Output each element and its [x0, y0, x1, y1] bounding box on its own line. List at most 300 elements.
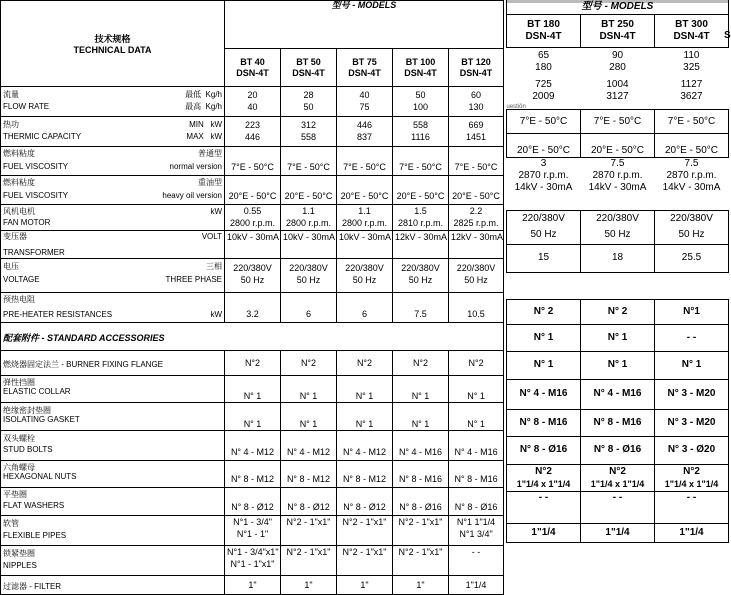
r-pipes-val2: 1"1/4 x 1"1/4	[590, 478, 645, 489]
r-pipes-val: N°2	[609, 465, 626, 477]
row-preheater	[1, 293, 504, 323]
filter-val: 1"1/4	[465, 580, 487, 590]
models-title	[225, 1, 504, 49]
nuts-en: HEXAGONAL NUTS	[3, 472, 77, 481]
fuel2-val: 20°E - 50°C	[284, 191, 333, 201]
flow-max: 100	[412, 102, 429, 112]
pipes-val: N°2 - 1"x1"	[398, 517, 443, 527]
studs-val: N° 4 - M12	[286, 447, 331, 457]
flange-cell	[337, 351, 393, 376]
fan-rpm: 2810 r.p.m.	[397, 218, 444, 228]
nipples-cell	[225, 546, 281, 576]
fan-unit: kW	[210, 207, 222, 216]
tech-en: TECHNICAL DATA	[73, 45, 152, 55]
washers-val: N° 8 - Ø16	[399, 502, 442, 512]
fuel2-en: FUEL VISCOSITY	[3, 191, 69, 200]
r-accessories-gap	[507, 272, 729, 299]
r-flow-cell	[507, 47, 581, 77]
r-pipes-cell	[507, 464, 581, 491]
r-fan-kw: 7.5	[684, 158, 699, 169]
fuel2-cell	[449, 176, 504, 205]
r-nipples-val: - -	[612, 491, 623, 503]
row-fuel-viscosity-normal	[1, 147, 504, 176]
fan-kw: 1.1	[302, 206, 315, 216]
right-model-col-1	[507, 14, 581, 47]
r-filter-cell	[581, 523, 655, 542]
transformer-cn: 变压器	[3, 232, 27, 241]
studs-cell	[337, 431, 393, 461]
r-voltage-cell	[581, 210, 655, 244]
nipples-label	[1, 546, 225, 576]
r-nuts-cell	[581, 409, 655, 436]
voltage-cell	[337, 259, 393, 293]
washers-label	[1, 488, 225, 516]
thermic-cell	[281, 117, 337, 147]
model-name: BT 40	[240, 56, 265, 67]
flow-min: 50	[415, 90, 426, 100]
right-row-filter	[507, 523, 729, 542]
preheater-cn: 预热电阻	[3, 295, 35, 304]
model-sub: DSN-4T	[673, 30, 710, 42]
fuel2-val: 20°E - 50°C	[228, 191, 277, 201]
models-sep: -	[349, 0, 358, 10]
pipes-cell	[449, 516, 504, 546]
voltage-label	[1, 259, 225, 293]
right-models-cn: 型号	[581, 0, 602, 12]
studs-label	[1, 431, 225, 461]
flange-val: N°2	[412, 358, 429, 368]
thermic-unit: kW	[210, 132, 222, 141]
flow-cell	[449, 87, 504, 117]
voltage-hz: 50 Hz	[352, 275, 377, 285]
model-col-1	[225, 49, 281, 87]
fuel2-val: 20°E - 50°C	[452, 191, 500, 201]
filter-cell	[337, 576, 393, 595]
preheater-val: 7.5	[414, 309, 427, 319]
tech-cn: 技术规格	[94, 34, 131, 44]
studs-val: N° 4 - M12	[230, 447, 275, 457]
r-thermic-max: 2009	[532, 91, 555, 102]
thermic-cell	[393, 117, 449, 147]
r-pipes-val: N°2	[535, 465, 552, 477]
flange-cell	[225, 351, 281, 376]
fuel1-type-cn: 普通型	[198, 149, 222, 158]
fuel1-type-en: normal version	[169, 162, 222, 171]
gasket-cell	[281, 403, 337, 431]
model-col-4	[393, 49, 449, 87]
r-fan-cell	[507, 158, 581, 183]
r-gasket-cell	[507, 351, 581, 379]
thermic-max: 446	[244, 132, 261, 142]
r-gasket-val: N° 1	[607, 359, 628, 370]
voltage-cn: 电压	[3, 262, 19, 271]
r-transformer-val: 14kV - 30mA	[514, 182, 573, 193]
model-sub: DSN-4T	[292, 67, 325, 78]
flange-val: N°2	[300, 358, 317, 368]
thermic-min: 669	[468, 120, 484, 130]
preheater-val: 6	[361, 309, 367, 319]
fan-cell	[225, 205, 281, 231]
washers-cell	[281, 488, 337, 516]
flow-min: 28	[303, 90, 314, 100]
voltage-hz: 50 Hz	[240, 275, 265, 285]
fuel1-cell	[449, 147, 504, 176]
fuel1-cell	[225, 147, 281, 176]
voltage-phase-en: THREE PHASE	[165, 275, 222, 284]
r-voltage-v: 220/380V	[670, 213, 713, 224]
model-sub: DSN-4T	[236, 67, 269, 78]
r-pipes-cell	[655, 464, 729, 491]
filter-val: 1"	[416, 580, 425, 590]
pipes-val: N°2 - 1"x1"	[286, 517, 331, 527]
r-nipples-val: - -	[538, 491, 549, 503]
gasket-cell	[337, 403, 393, 431]
nuts-label	[1, 461, 225, 488]
nuts-val: N° 8 - M12	[230, 474, 275, 484]
gasket-val: N° 1	[411, 419, 430, 429]
thermic-max: 837	[356, 132, 373, 142]
r-fuel2-val: 20°E - 50°C	[590, 145, 645, 156]
r-pipes-val2: 1"1/4 x 1"1/4	[516, 478, 571, 489]
collar-val: N° 1	[243, 391, 262, 401]
fan-cell	[337, 205, 393, 231]
r-nuts-cell	[507, 409, 581, 436]
pipes-cell	[393, 516, 449, 546]
model-name: BT 120	[461, 56, 491, 67]
fuel2-val: 20°E - 50°C	[340, 191, 389, 201]
fan-cell	[281, 205, 337, 231]
washers-cell	[225, 488, 281, 516]
voltage-v: 220/380V	[401, 263, 440, 273]
r-washers-cell	[655, 436, 729, 464]
preheater-cell	[337, 293, 393, 323]
pipes-val2: N°1 3/4"	[459, 529, 493, 539]
thermic-min: 312	[300, 120, 317, 130]
r-preheater-val: 15	[537, 252, 550, 263]
fuel2-label	[1, 176, 225, 205]
fan-cell	[393, 205, 449, 231]
r-gasket-cell	[581, 351, 655, 379]
preheater-cell	[393, 293, 449, 323]
fuel1-cell	[281, 147, 337, 176]
flow-unit: Kg/h	[205, 102, 222, 111]
model-name: BT 250	[601, 18, 634, 30]
r-fuel2-val: 20°E - 50°C	[516, 145, 571, 156]
r-flow-cell	[581, 47, 655, 77]
row-fan-motor	[1, 205, 504, 231]
r-washers-cell	[507, 436, 581, 464]
model-col-2	[281, 49, 337, 87]
right-models-sep: -	[601, 0, 611, 12]
right-row-preheater	[507, 244, 729, 272]
r-nuts-val: N° 8 - M16	[519, 416, 568, 428]
r-studs-cell	[655, 379, 729, 409]
row-stud-bolts	[1, 431, 504, 461]
r-flow-max: 280	[609, 62, 626, 74]
flow-cell	[225, 87, 281, 117]
filter-val: 1"	[360, 580, 369, 590]
voltage-hz: 50 Hz	[464, 275, 488, 285]
nuts-cell	[337, 461, 393, 488]
r-voltage-cell	[655, 210, 729, 244]
r-fuel1-val: 7°E - 50°C	[519, 115, 568, 127]
voltage-v: 220/380V	[345, 263, 384, 273]
nipples-val: N°1 - 3/4"x1"	[227, 547, 279, 557]
right-row-pipes	[507, 464, 729, 491]
flange-label	[1, 351, 225, 376]
gasket-cell	[449, 403, 504, 431]
right-row-nipples	[507, 491, 729, 523]
fuel2-cell	[393, 176, 449, 205]
thermic-en: THERMIC CAPACITY	[3, 132, 82, 141]
model-col-3	[337, 49, 393, 87]
flow-label	[1, 87, 225, 117]
row-voltage	[1, 259, 504, 293]
model-sub: DSN-4T	[525, 30, 562, 42]
row-transformer	[1, 231, 504, 259]
thermic-cell	[449, 117, 504, 147]
thermic-max: 558	[300, 132, 317, 142]
r-nipples-cell	[655, 491, 729, 523]
r-nuts-val: N° 3 - M20	[667, 416, 716, 428]
filter-label	[1, 576, 225, 595]
pipes-en: FLEXIBLE PIPES	[3, 531, 67, 540]
nipples-val: N°2 - 1"x1"	[342, 547, 387, 557]
fan-rpm: 2800 r.p.m.	[285, 218, 332, 228]
r-washers-val: N° 8 - Ø16	[519, 444, 568, 455]
washers-en: FLAT WASHERS	[3, 501, 65, 510]
collar-val: N° 1	[411, 391, 430, 401]
right-models-en: MODELS	[610, 0, 654, 12]
fan-cell	[449, 205, 504, 231]
transformer-cell	[225, 231, 281, 259]
r-collar-cell	[507, 324, 581, 351]
flange-cell	[281, 351, 337, 376]
fuel1-en: FUEL VISCOSITY	[3, 162, 69, 171]
r-studs-val: N° 4 - M16	[519, 388, 568, 399]
voltage-v: 220/380V	[233, 263, 272, 273]
accessories-sep: -	[39, 332, 48, 343]
fuel2-cn: 燃料粘度	[3, 178, 35, 187]
row-nipples	[1, 546, 504, 576]
flow-cell	[393, 87, 449, 117]
fuel2-cell	[281, 176, 337, 205]
thermic-min: 446	[356, 120, 373, 130]
r-fuel1-cell	[507, 110, 581, 134]
model-sub: DSN-4T	[404, 67, 437, 78]
pipes-val: N°2 - 1"x1"	[342, 517, 387, 527]
r-flow-max: 325	[683, 62, 700, 74]
gasket-cn: 绝缘密封垫圈	[3, 406, 51, 415]
gasket-cell	[225, 403, 281, 431]
right-row-thermic	[507, 77, 729, 105]
voltage-v: 220/380V	[456, 263, 496, 273]
r-washers-val: N° 3 - Ø20	[667, 444, 716, 455]
transformer-cell	[393, 231, 449, 259]
r-filter-val: 1"1/4	[605, 526, 630, 538]
fan-kw: 0.55	[243, 206, 262, 216]
r-voltage-hz: 50 Hz	[604, 229, 631, 240]
r-flange-val: N°1	[683, 305, 700, 317]
fan-label	[1, 205, 225, 231]
transformer-val: 12kV - 30mA	[395, 232, 448, 242]
r-fuel1-cell	[581, 110, 655, 134]
right-model-col-3	[655, 14, 729, 47]
nipples-val: N°2 - 1"x1"	[286, 547, 331, 557]
preheater-val: 10.5	[467, 309, 485, 319]
voltage-cell	[449, 259, 504, 293]
r-fuel1-cell	[655, 110, 729, 134]
model-name: BT 300	[675, 18, 708, 30]
collar-cell	[225, 376, 281, 403]
filter-cell	[225, 576, 281, 595]
r-flange-cell	[507, 299, 581, 324]
model-sub: DSN-4T	[459, 67, 493, 78]
model-name: BT 50	[296, 56, 321, 67]
fuel1-val: 7°E - 50°C	[287, 162, 330, 172]
r-collar-val: N° 1	[533, 331, 554, 343]
right-models-title	[507, 0, 729, 14]
right-row-transformer	[507, 182, 729, 210]
nuts-cell	[281, 461, 337, 488]
studs-val: N° 4 - M12	[342, 447, 387, 457]
fuel1-val: 7°E - 50°C	[231, 162, 274, 172]
nipples-en: NIPPLES	[3, 561, 37, 570]
washers-val: N° 8 - Ø12	[343, 502, 386, 512]
r-studs-val: N° 3 - M20	[667, 388, 716, 399]
r-filter-cell	[655, 523, 729, 542]
r-fan-kw: 3	[540, 158, 547, 169]
fuel1-cell	[393, 147, 449, 176]
right-edge-letter: S	[724, 30, 731, 41]
voltage-cell	[225, 259, 281, 293]
studs-val: N° 4 - M16	[398, 447, 443, 457]
r-voltage-hz: 50 Hz	[678, 229, 705, 240]
nipples-cell	[281, 546, 337, 576]
fuel2-cell	[225, 176, 281, 205]
r-voltage-cell	[507, 210, 581, 244]
r-studs-cell	[581, 379, 655, 409]
pipes-val: N°1 - 3/4"	[233, 517, 272, 527]
model-sub: DSN-4T	[599, 30, 636, 42]
r-thermic-min: 1004	[606, 79, 629, 90]
accessories-cn: 配套附件	[3, 332, 40, 343]
fan-kw: 1.5	[414, 206, 427, 216]
r-flow-max: 180	[535, 62, 552, 74]
nuts-val: N° 8 - M12	[342, 474, 387, 484]
nuts-cn: 六角螺母	[3, 463, 35, 472]
fan-cn: 风机电机	[3, 207, 35, 216]
flow-max: 75	[359, 102, 370, 112]
preheater-en: PRE-HEATER RESISTANCES	[3, 310, 113, 319]
nuts-cell	[393, 461, 449, 488]
preheater-cell	[449, 293, 504, 323]
thermic-max-lbl: MAX	[186, 132, 204, 141]
r-fan-cell	[581, 158, 655, 183]
nipples-val: N°2 - 1"x1"	[398, 547, 443, 557]
r-nuts-val: N° 8 - M16	[593, 416, 642, 428]
r-fuel2-cell	[581, 134, 655, 158]
model-name: BT 100	[405, 56, 436, 67]
nuts-val: N° 8 - M16	[454, 474, 498, 484]
r-transformer-cell	[655, 182, 729, 210]
flange-cell	[393, 351, 449, 376]
collar-val: N° 1	[355, 391, 374, 401]
studs-cell	[225, 431, 281, 461]
fan-rpm: 2825 r.p.m.	[453, 218, 499, 228]
r-studs-cell	[507, 379, 581, 409]
thermic-label	[1, 117, 225, 147]
r-pipes-cell	[581, 464, 655, 491]
fan-en: FAN MOTOR	[3, 218, 51, 227]
right-row-nuts	[507, 409, 729, 436]
flow-max-cn: 最高	[185, 102, 202, 111]
voltage-v: 220/380V	[289, 263, 328, 273]
r-fan-rpm: 2870 r.p.m.	[666, 170, 717, 181]
nipples-val2: N°1 - 1"x1"	[230, 559, 275, 569]
models-en: MODELS	[357, 0, 397, 10]
r-transformer-cell	[507, 182, 581, 210]
washers-cell	[337, 488, 393, 516]
r-voltage-v: 220/380V	[596, 213, 639, 224]
r-washers-cell	[581, 436, 655, 464]
model-col-5	[449, 49, 504, 87]
collar-en: ELASTIC COLLAR	[3, 387, 71, 396]
r-gasket-val: N° 1	[533, 359, 554, 370]
nipples-cell	[449, 546, 504, 576]
transformer-val: 12kV - 30mA	[451, 232, 504, 242]
transformer-cell	[337, 231, 393, 259]
r-preheater-val: 18	[611, 252, 624, 263]
r-washers-val: N° 8 - Ø16	[593, 444, 642, 455]
r-fan-cell	[655, 158, 729, 183]
right-row-collar	[507, 324, 729, 351]
r-transformer-cell	[581, 182, 655, 210]
flow-min: 20	[247, 90, 258, 100]
voltage-cell	[281, 259, 337, 293]
gasket-en: ISOLATING GASKET	[3, 415, 80, 424]
collar-cell	[449, 376, 504, 403]
fan-rpm: 2800 r.p.m.	[229, 218, 276, 228]
r-fan-kw: 7.5	[610, 158, 625, 169]
fuel1-cell	[337, 147, 393, 176]
r-thermic-max: 3627	[680, 91, 703, 102]
filter-sep: -	[27, 582, 35, 591]
flange-cn: 燃烧器固定法兰	[3, 360, 59, 369]
transformer-cell	[449, 231, 504, 259]
transformer-unit: VOLT	[201, 232, 222, 241]
studs-en: STUD BOLTS	[3, 445, 53, 454]
r-nipples-cell	[581, 491, 655, 523]
r-fan-rpm: 2870 r.p.m.	[592, 170, 643, 181]
flow-min: 60	[471, 90, 482, 100]
accessories-en: STANDARD ACCESSORIES	[47, 332, 165, 343]
r-gasket-val: N° 1	[681, 359, 702, 370]
r-thermic-min: 1127	[680, 79, 703, 90]
header-technical-data	[1, 1, 225, 87]
model-name: BT 180	[527, 18, 560, 30]
fuel1-label	[1, 147, 225, 176]
right-model-col-2	[581, 14, 655, 47]
pipes-cn: 软管	[3, 519, 19, 528]
preheater-unit: kW	[210, 310, 222, 319]
row-accessories-title	[1, 323, 504, 351]
row-fixing-flange	[1, 351, 504, 376]
r-collar-val: N° 1	[607, 331, 628, 343]
washers-cell	[449, 488, 504, 516]
r-flow-cell	[655, 47, 729, 77]
voltage-hz: 50 Hz	[408, 275, 433, 285]
